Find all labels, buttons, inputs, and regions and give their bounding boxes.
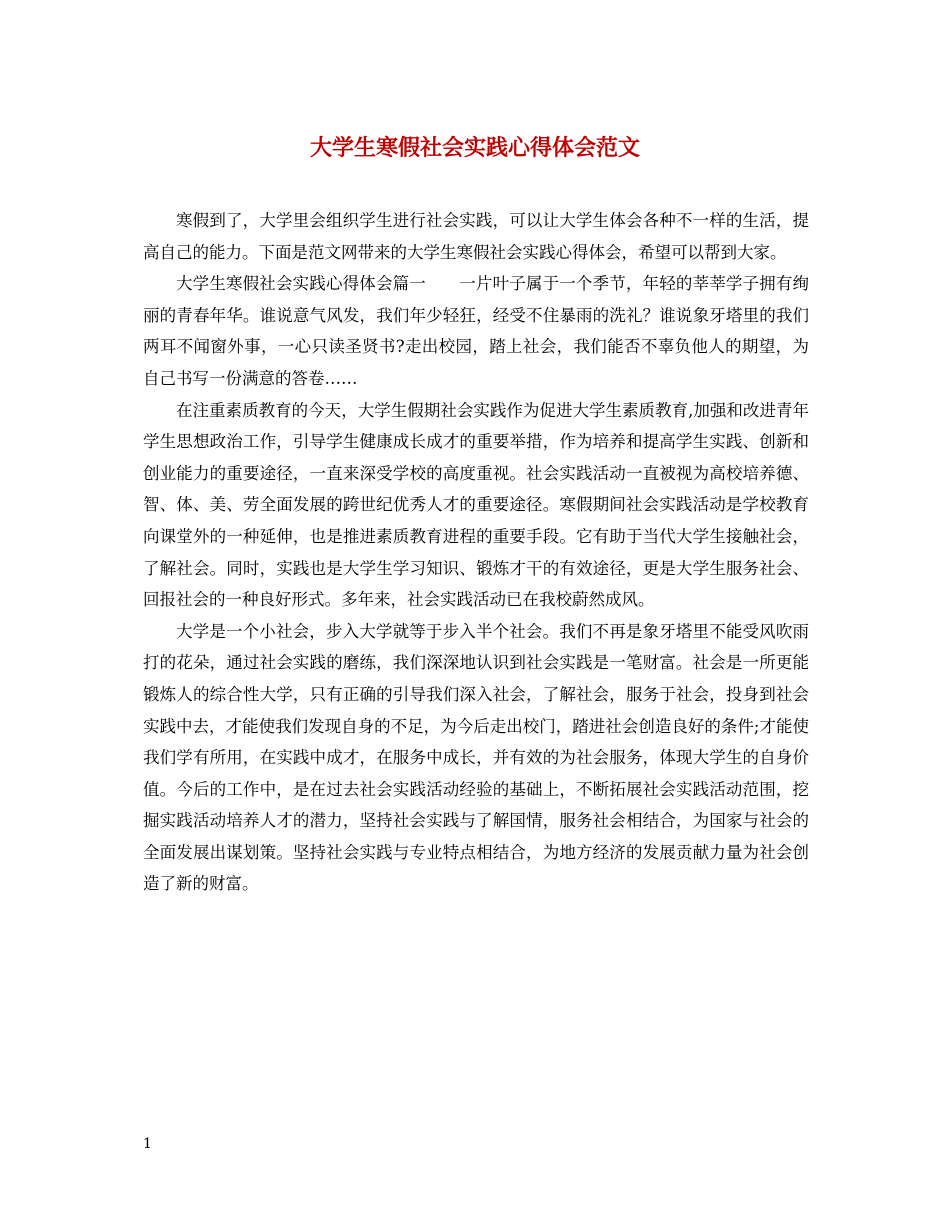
page-number: 1 [143, 1136, 152, 1152]
document-title: 大学生寒假社会实践心得体会范文 [309, 135, 640, 161]
paragraph: 寒假到了，大学里会组织学生进行社会实践，可以让大学生体会各种不一样的生活，提高自己的能力。下面是范文网带来的大学生寒假社会实践心得体会，希望可以帮到大家。 [143, 211, 809, 262]
paragraph: 大学是一个小社会，步入大学就等于步入半个社会。我们不再是象牙塔里不能受风吹雨打的花朵，通过社会实践的磨练，我们深深地认识到社会实践是一笔财富。社会是一所更能锻炼人的综合性大学，只有正确的引导我们深入社会，了解社会，服务于社会，投身到社会实践中去，才能使我们发现自身的不足，为今后走出校门，踏进社会创造良好的条件;才能使我们学有所用，在实践中成才，在服务中成长，并有效的为社会服务，体现大学生的自身价值。今后的工作中，是在过去社会实践活动经验的基础上，不断拓展社会实践活动范围，挖掘实践活动培养人才的潜力，坚持社会实践与了解国情，服务社会相结合，为国家与社会的全面发展出谋划策。坚持社会实践与专业特点相结合，为地方经济的发展贡献力量为社会创造了新的财富。 [143, 621, 809, 894]
paragraph: 在注重素质教育的今天，大学生假期社会实践作为促进大学生素质教育,加强和改进青年学生思想政治工作，引导学生健康成长成才的重要举措，作为培养和提高学生实践、创新和创业能力的重要途径，一直来深受学校的高度重视。社会实践活动一直被视为高校培养德、智、体、美、劳全面发展的跨世纪优秀人才的重要途径。寒假期间社会实践活动是学校教育向课堂外的一种延伸，也是推进素质教育进程的重要手段。它有助于当代大学生接触社会，了解社会。同时，实践也是大学生学习知识、锻炼才干的有效途径，更是大学生服务社会、回报社会的一种良好形式。多年来，社会实践活动已在我校蔚然成风。 [143, 400, 809, 610]
document-body [143, 205, 809, 900]
paragraph: 大学生寒假社会实践心得体会篇一 一片叶子属于一个季节，年轻的莘莘学子拥有绚丽的青春年华。谁说意气风发，我们年少轻狂，经受不住暴雨的洗礼？谁说象牙塔里的我们两耳不闻窗外事，一心只读圣贤书?走出校园，踏上社会，我们能否不辜负他人的期望，为自己书写一份满意的答卷…… [143, 274, 809, 388]
